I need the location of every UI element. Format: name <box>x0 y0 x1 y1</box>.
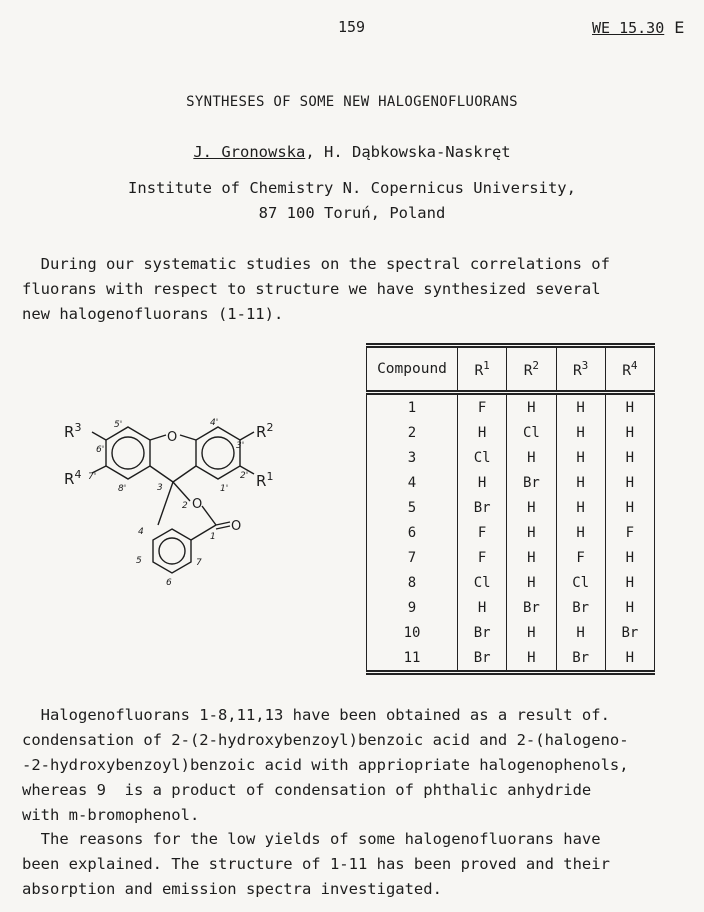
r4-label: $R^4$ <box>64 468 82 488</box>
substituent-cell: H <box>507 393 556 421</box>
compound-number-cell: 8 <box>367 570 458 595</box>
carbonyl-double-bond-b <box>216 526 230 529</box>
substituent-cell: F <box>556 545 605 570</box>
other-authors: , H. Dąbkowska-Naskręt <box>305 143 511 161</box>
r3-label: $R^3$ <box>64 421 82 441</box>
substituent-cell: H <box>458 470 507 495</box>
substituent-cell: H <box>556 520 605 545</box>
affiliation <box>0 176 704 226</box>
substituent-cell: H <box>605 393 654 421</box>
substituent-cell: F <box>458 520 507 545</box>
conclusion-line: absorption and emission spectra investigated. <box>22 880 442 898</box>
table-row <box>367 445 655 470</box>
substituent-cell: H <box>507 645 556 673</box>
substituent-cell: Br <box>507 595 556 620</box>
paper-title: SYNTHESES OF SOME NEW HALOGENOFLUORANS <box>186 94 518 110</box>
compound-number-cell: 11 <box>367 645 458 673</box>
compound-number-cell: 10 <box>367 620 458 645</box>
conclusion-line: been explained. The structure of 1-11 has been proved and their <box>22 855 610 873</box>
substituent-cell: H <box>507 545 556 570</box>
substituent-cell: F <box>458 393 507 421</box>
table-row <box>367 495 655 520</box>
header-r2: $R^2$ <box>507 346 556 393</box>
table-row <box>367 570 655 595</box>
position-1-label: 1 <box>210 532 216 542</box>
substituent-cell: H <box>507 445 556 470</box>
substituent-cell: H <box>605 595 654 620</box>
substituent-cell: Br <box>458 495 507 520</box>
substituent-cell: Br <box>458 620 507 645</box>
bond-r3 <box>92 432 106 440</box>
bond-left-to-oxygen <box>150 435 166 440</box>
bond-r2 <box>240 432 254 440</box>
substituent-cell: H <box>605 445 654 470</box>
bridge-oxygen-label: O <box>167 430 178 445</box>
authors <box>0 143 704 161</box>
results-paragraph <box>22 703 629 828</box>
substituent-cell: H <box>556 620 605 645</box>
substituent-cell: F <box>605 520 654 545</box>
compound-number-cell: 3 <box>367 445 458 470</box>
substituent-cell: Br <box>605 620 654 645</box>
results-line: Halogenofluorans 1-8,11,13 have been obtained as a result of. <box>22 706 610 724</box>
right-ring-aromatic-circle <box>202 437 234 469</box>
compound-number-cell: 2 <box>367 420 458 445</box>
substituent-cell: H <box>605 545 654 570</box>
substituent-cell: Cl <box>458 570 507 595</box>
header-r3: $R^3$ <box>556 346 605 393</box>
position-2p-label: 2' <box>240 471 249 481</box>
substituent-cell: Br <box>556 595 605 620</box>
table-row <box>367 595 655 620</box>
results-line: -2-hydroxybenzoyl)benzoic acid with appriopriate halogenophenols, <box>22 756 629 774</box>
position-7-label: 7 <box>196 558 202 568</box>
substituent-cell: H <box>507 495 556 520</box>
position-3p-label: 3' <box>236 441 245 451</box>
results-line: condensation of 2-(2-hydroxybenzoyl)benzoic acid and 2-(halogeno- <box>22 731 629 749</box>
substituent-cell: H <box>556 420 605 445</box>
table-row <box>367 420 655 445</box>
substituent-cell: H <box>605 645 654 673</box>
substituent-cell: H <box>507 620 556 645</box>
substituent-cell: H <box>605 470 654 495</box>
carbonyl-double-bond-a <box>216 522 230 525</box>
substituent-cell: H <box>556 495 605 520</box>
first-author: J. Gronowska <box>193 143 306 161</box>
position-2-label: 2 <box>182 501 188 511</box>
compound-number-cell: 6 <box>367 520 458 545</box>
r1-label: $R^1$ <box>256 470 274 490</box>
bond-right-to-c9 <box>173 466 196 482</box>
compound-number-cell: 7 <box>367 545 458 570</box>
lactone-oxygen-label: O <box>192 497 203 512</box>
position-6p-label: 6' <box>96 445 105 455</box>
fluoran-structure-diagram <box>50 405 300 605</box>
bond-lactone-oxygen-to-carbonyl <box>202 506 216 525</box>
substituent-cell: H <box>605 570 654 595</box>
position-7p-label: 7' <box>88 472 97 482</box>
table-row <box>367 470 655 495</box>
position-8p-label: 8' <box>118 484 127 494</box>
substituent-cell: Cl <box>556 570 605 595</box>
table-header-row <box>367 346 655 393</box>
substituent-cell: H <box>605 420 654 445</box>
substituent-cell: Cl <box>507 420 556 445</box>
section-letter: E <box>674 18 685 37</box>
substituent-cell: H <box>458 420 507 445</box>
substituent-cell: H <box>556 470 605 495</box>
conclusion-line: The reasons for the low yields of some halogenofluorans have <box>22 830 601 848</box>
page-number: 159 <box>338 18 366 36</box>
affiliation-line-1: Institute of Chemistry N. Copernicus University, <box>128 179 576 197</box>
substituent-cell: Br <box>507 470 556 495</box>
intro-line: new halogenofluorans (1-11). <box>22 305 284 323</box>
table-row <box>367 645 655 673</box>
position-5p-label: 5' <box>114 420 123 430</box>
bond-left-to-c9 <box>150 466 173 482</box>
compound-number-cell: 4 <box>367 470 458 495</box>
substituent-cell: Br <box>556 645 605 673</box>
conclusion-paragraph <box>22 827 610 902</box>
left-ring-aromatic-circle <box>112 437 144 469</box>
substituent-cell: H <box>507 570 556 595</box>
bottom-ring-aromatic-circle <box>159 538 185 564</box>
bond-oxygen-to-right <box>180 435 196 440</box>
results-line: with m-bromophenol. <box>22 806 200 824</box>
table-row <box>367 545 655 570</box>
compound-number-cell: 1 <box>367 393 458 421</box>
substituent-cell: H <box>556 445 605 470</box>
substituent-cell: H <box>507 520 556 545</box>
results-line: whereas 9 is a product of condensation of phthalic anhydride <box>22 781 592 799</box>
position-4p-label: 4' <box>210 418 219 428</box>
header-r4: $R^4$ <box>605 346 654 393</box>
compound-number-cell: 5 <box>367 495 458 520</box>
substituent-cell: F <box>458 545 507 570</box>
affiliation-line-2: 87 100 Toruń, Poland <box>258 204 446 222</box>
position-5-label: 5 <box>136 556 142 566</box>
substituent-cell: H <box>605 495 654 520</box>
intro-paragraph <box>22 252 610 327</box>
position-4-label: 4 <box>138 527 144 537</box>
intro-line: fluorans with respect to structure we have synthesized several <box>22 280 601 298</box>
table-row <box>367 393 655 421</box>
table-row <box>367 520 655 545</box>
carbonyl-oxygen-label: O <box>231 519 242 534</box>
r2-label: $R^2$ <box>256 421 274 441</box>
table-row <box>367 620 655 645</box>
session-code <box>592 18 684 37</box>
compound-table <box>366 343 655 675</box>
substituent-cell: H <box>556 393 605 421</box>
bond-c9-to-lactone-oxygen <box>173 482 190 501</box>
session-code-text: WE 15.30 <box>592 19 665 37</box>
header-compound: Compound <box>367 346 458 393</box>
compound-number-cell: 9 <box>367 595 458 620</box>
substituent-cell: Cl <box>458 445 507 470</box>
substituent-cell: H <box>458 595 507 620</box>
position-6-label: 6 <box>166 578 172 588</box>
header-r1: $R^1$ <box>458 346 507 393</box>
position-1p-label: 1' <box>220 484 229 494</box>
intro-line: During our systematic studies on the spectral correlations of <box>22 255 610 273</box>
position-3-label: 3 <box>157 483 163 493</box>
substituent-cell: Br <box>458 645 507 673</box>
